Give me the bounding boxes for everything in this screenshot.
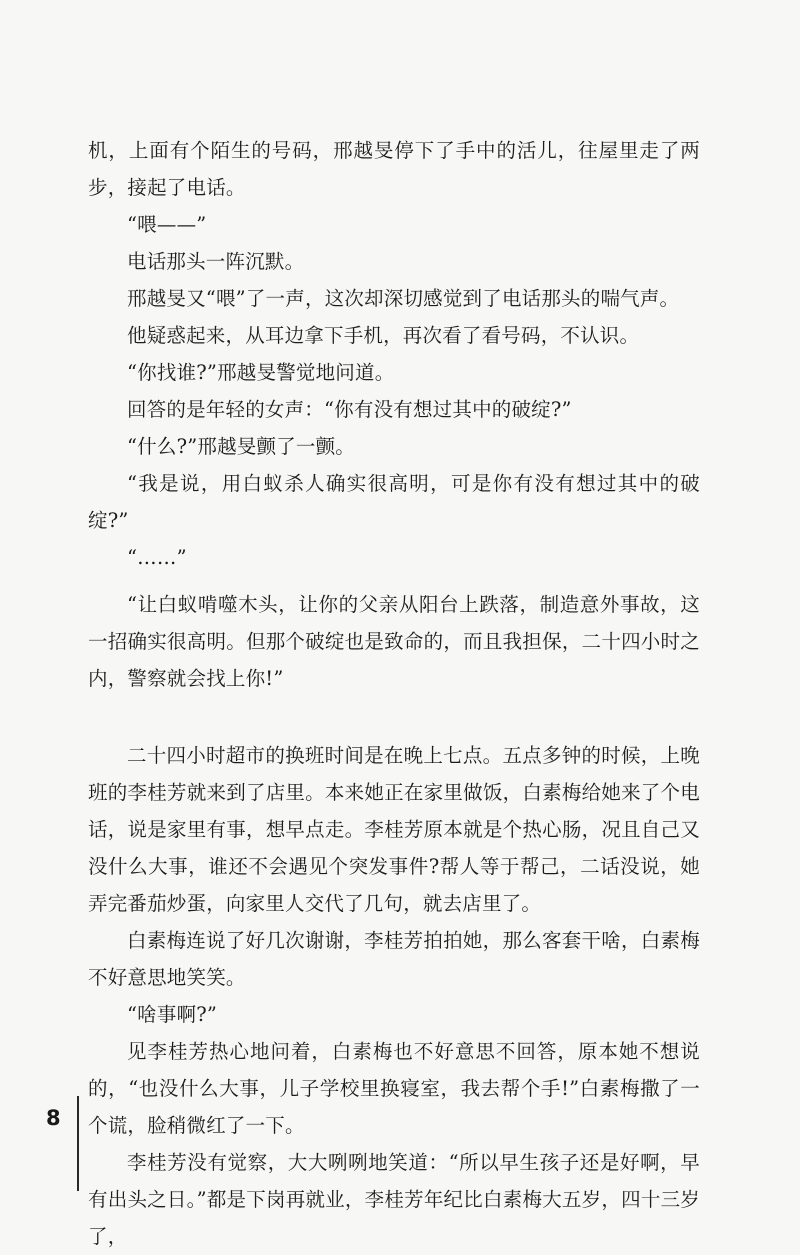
paragraph-6: “你找谁?”邢越旻警觉地问道。 [127,361,395,384]
paragraph-7: 回答的是年轻的女声：“你有没有想过其中的破绽?” [127,398,572,421]
section-break [88,697,700,737]
paragraph-11: “让白蚁啃噬木头，让你的父亲从阳台上跌落，制造意外事故，这一招确实很高明。但那个破绽也是致命的，而且我担保，二十四小时之内，警察就会找上你!” [88,593,700,690]
margin-rule [77,1096,79,1191]
page-text-body [88,132,700,1255]
paragraph-2: “喂——” [127,213,207,236]
paragraph-13: 白素梅连说了好几次谢谢，李桂芳拍拍她，那么客套干啥，白素梅不好意思地笑笑。 [88,929,700,989]
paragraph-12: 二十四小时超市的换班时间是在晚上七点。五点多钟的时候，上晚班的李桂芳就来到了店里。本来她正在家里做饭，白素梅给她来了个电话，说是家里有事，想早点走。李桂芳原本就是个热心肠，况且自己又没什么大事，谁还不会遇见个突发事件?帮人等于帮己，二话没说，她弄完番茄炒蛋，向家里人交代了几句，就去店里了。 [88,744,700,915]
paragraph-5: 他疑惑起来，从耳边拿下手机，再次看了看号码，不认识。 [127,324,640,347]
paragraph-8: “什么?”邢越旻颤了一颤。 [127,435,355,458]
paragraph-1: 机，上面有个陌生的号码，邢越旻停下了手中的活儿，往屋里走了两步，接起了电话。 [88,139,700,199]
paragraph-9: “我是说，用白蚁杀人确实很高明，可是你有没有想过其中的破绽?” [88,472,700,532]
paragraph-16: 李桂芳没有觉察，大大咧咧地笑道：“所以早生孩子还是好啊，早有出头之日。”都是下岗再就业，李桂芳年纪比白素梅大五岁，四十三岁了， [88,1151,700,1248]
paragraph-3: 电话那头一阵沉默。 [127,250,305,273]
paragraph-10: “……” [127,546,187,569]
paragraph-4: 邢越旻又“喂”了一声，这次却深切感觉到了电话那头的喘气声。 [127,287,680,310]
paragraph-15: 见李桂芳热心地问着，白素梅也不好意思不回答，原本她不想说的，“也没什么大事，儿子学校里换寝室，我去帮个手!”白素梅撒了一个谎，脸稍微红了一下。 [88,1040,700,1137]
paragraph-14: “啥事啊?” [127,1003,218,1026]
page-number: 8 [46,1106,61,1130]
